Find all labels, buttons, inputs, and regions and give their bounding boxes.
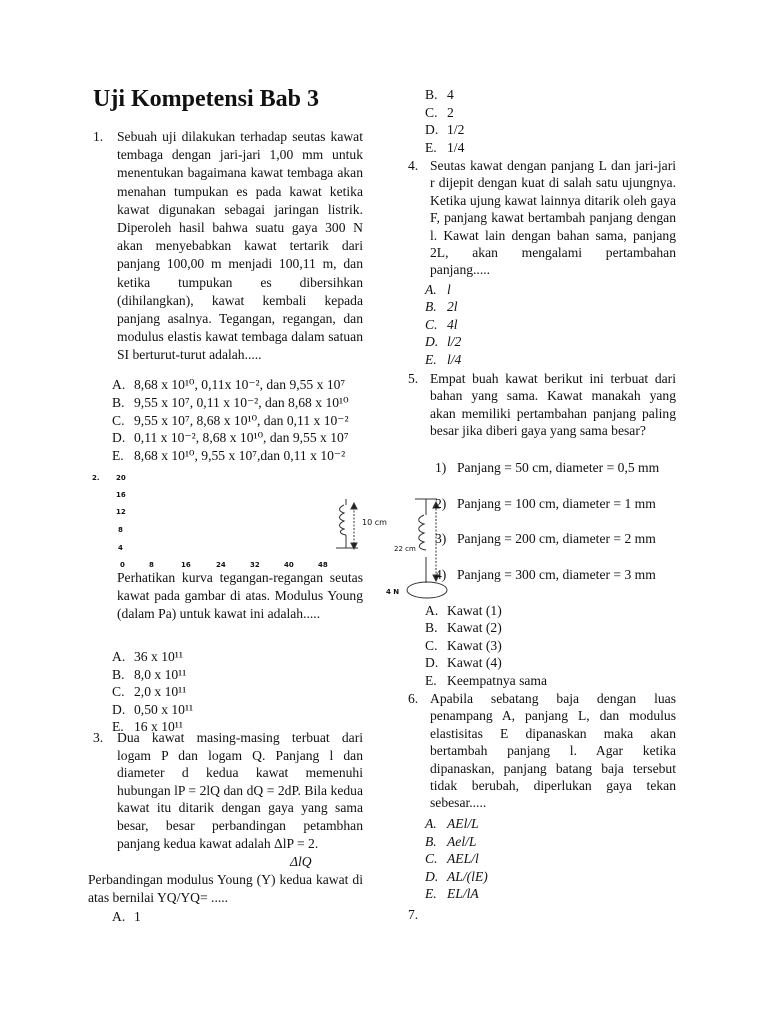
answer-option	[425, 316, 458, 333]
answer-option	[425, 281, 451, 298]
option-text: 1/2	[447, 122, 465, 138]
option-text: 36 x 10¹¹	[134, 649, 183, 664]
option-letter: A.	[112, 909, 126, 924]
option-letter: D.	[425, 655, 439, 671]
x-tick: 48	[318, 561, 328, 569]
answer-option	[425, 104, 454, 121]
answer-option	[425, 333, 461, 350]
answer-option	[112, 701, 193, 718]
option-letter: C.	[112, 684, 125, 700]
option-text: l/2	[447, 334, 462, 350]
list-item-number: 4)	[435, 566, 447, 582]
question-3-fraction-denominator: ΔlQ	[290, 854, 312, 869]
option-letter: D.	[112, 701, 126, 717]
answer-option	[112, 429, 349, 446]
list-item-number: 3)	[435, 531, 447, 547]
option-letter: C.	[112, 412, 125, 428]
x-tick: 0	[120, 561, 125, 569]
option-letter: E.	[425, 351, 437, 367]
y-tick: 20	[116, 474, 126, 482]
list-item-number: 2)	[435, 495, 447, 511]
option-letter: D.	[425, 334, 439, 350]
answer-option	[425, 850, 479, 867]
option-text: 9,55 x 10⁷, 8,68 x 10¹⁰, dan 0,11 x 10⁻²	[134, 412, 349, 428]
option-letter: E.	[112, 719, 124, 735]
option-text: Kawat (1)	[447, 603, 502, 618]
option-letter: D.	[425, 122, 439, 138]
option-text: AEl/L	[447, 816, 479, 831]
option-letter: C.	[425, 637, 438, 653]
question-4-text: Seutas kawat dengan panjang L dan jari-jari r dijepit dengan kuat di salah satu ujungnya. Ketika ujung kawat lainnya ditarik oleh gaya F, panjang kawat bertambah panjang dengan l. Kawat lain dengan bahan sama, panjang 2L, akan mengalami pertambahan panjang.....	[430, 158, 676, 278]
question-7-number: 7.	[408, 907, 419, 922]
answer-option	[425, 602, 502, 619]
answer-option	[112, 683, 186, 700]
list-item: Panjang = 200 cm, diameter = 2 mm	[457, 531, 656, 547]
question-3-text: Dua kawat masing-masing terbuat dari logam P dan logam Q. Panjang l dan diameter d kedua kawat memenuhi hubungan lP = 2lQ dan dQ = 2dP. Bila kedua kawat itu ditarik dengan gaya yang sama besar, besar perbandingan petambhan panjang kedua kawat adalah ΔlP = 2.	[117, 730, 363, 851]
option-text: 1	[134, 909, 141, 924]
question-3-number: 3.	[93, 730, 104, 745]
answer-option	[425, 86, 454, 103]
question-2-number: 2.	[92, 474, 100, 482]
question-5-text: Empat buah kawat berikut ini terbuat dari bahan yang sama. Kawat manakah yang akan memiliki pertambahan panjang paling besar jika diberi gaya yang sama besar?	[430, 371, 676, 439]
question-3-text-2: Perbandingan modulus Young (Y) kedua kawat di atas bernilai YQ/YQ= .....	[88, 872, 363, 905]
x-tick: 8	[149, 561, 154, 569]
option-text: Keempatnya sama	[447, 672, 548, 688]
option-letter: C.	[425, 851, 438, 867]
answer-option	[112, 394, 349, 411]
option-letter: B.	[425, 620, 438, 636]
option-text: Kawat (2)	[447, 620, 502, 636]
option-text: 16 x 10¹¹	[134, 719, 183, 735]
option-text: 1/4	[447, 139, 465, 155]
page-title: Uji Kompetensi Bab 3	[93, 86, 320, 112]
x-tick: 16	[181, 561, 191, 569]
y-tick: 12	[116, 508, 126, 516]
option-letter: D.	[425, 868, 439, 884]
option-text: AL/(lE)	[447, 868, 488, 884]
option-text: 2	[447, 104, 454, 120]
option-letter: B.	[112, 666, 125, 682]
option-text: l	[447, 282, 451, 297]
answer-option	[425, 672, 547, 689]
option-letter: E.	[425, 672, 437, 688]
answer-option	[425, 637, 502, 654]
option-text: 2l	[447, 299, 458, 315]
option-letter: A.	[112, 649, 126, 664]
option-letter: E.	[112, 448, 124, 464]
option-text: 4	[447, 87, 454, 102]
y-tick: 8	[118, 526, 123, 534]
y-tick: 16	[116, 491, 126, 499]
answer-option	[425, 815, 479, 832]
option-text: 8,68 x 10¹⁰, 9,55 x 10⁷,dan 0,11 x 10⁻²	[134, 448, 346, 464]
option-letter: C.	[425, 104, 438, 120]
option-letter: A.	[425, 282, 437, 297]
x-tick: 32	[250, 561, 260, 569]
answer-option	[425, 868, 488, 885]
option-text: 9,55 x 10⁷, 0,11 x 10⁻², dan 8,68 x 10¹⁰	[134, 394, 349, 410]
answer-option	[112, 447, 345, 464]
option-letter: C.	[425, 316, 438, 332]
answer-option	[425, 121, 464, 138]
list-item: Panjang = 50 cm, diameter = 0,5 mm	[457, 460, 660, 475]
answer-option	[425, 139, 464, 156]
answer-option	[112, 376, 345, 393]
option-letter: E.	[425, 139, 437, 155]
question-1-number: 1.	[93, 129, 104, 144]
option-text: l/4	[447, 351, 462, 367]
list-item: Panjang = 300 cm, diameter = 3 mm	[457, 566, 656, 582]
option-letter: A.	[425, 603, 439, 618]
option-text: Kawat (4)	[447, 655, 502, 671]
option-letter: B.	[425, 299, 437, 315]
answer-option	[425, 351, 461, 368]
option-text: Ael/L	[447, 833, 477, 849]
option-letter: A.	[112, 377, 126, 392]
answer-option	[112, 648, 183, 665]
x-tick: 40	[284, 561, 294, 569]
y-tick: 4	[118, 544, 123, 552]
answer-option	[425, 654, 502, 671]
answer-option	[425, 885, 479, 902]
question-1-text: Sebuah uji dilakukan terhadap seutas kawat tembaga dengan jari-jari 1,00 mm untuk menentukan bagaimana kawat tembaga akan menahan tumpukan es pada kawat ketika kawat digunakan sebagai jaringan listrik. Diperoleh hasil bahwa suatu gaya 300 N akan menyebabkan kawat tertarik dari panjang 100,00 m menjadi 100,11 m, dan ketika tumpukan es dibersihkan (dihilangkan), kawat kembali kepada panjang asalnya. Tegangan, regangan, dan modulus elastis kawat tembaga dalam satuan SI berturut-turut adalah.....	[117, 129, 363, 363]
option-text: 8,68 x 10¹⁰, 0,11x 10⁻², dan 9,55 x 10⁷	[134, 377, 346, 392]
answer-option	[425, 619, 502, 636]
option-letter: B.	[112, 394, 125, 410]
answer-option	[112, 908, 141, 925]
question-6-number: 6.	[408, 691, 419, 706]
answer-option	[425, 833, 476, 850]
answer-option	[112, 666, 186, 683]
option-text: 0,50 x 10¹¹	[134, 701, 194, 717]
list-item: Panjang = 100 cm, diameter = 1 mm	[457, 495, 656, 511]
option-letter: B.	[425, 833, 437, 849]
question-4-number: 4.	[408, 158, 419, 173]
question-2-text: Perhatikan kurva tegangan-regangan seutas kawat pada gambar di atas. Modulus Young (dalam Pa) untuk kawat ini adalah.....	[117, 570, 363, 622]
answer-option	[425, 298, 458, 315]
option-letter: B.	[425, 87, 438, 102]
spring-length-label-2: 22 cm	[394, 545, 416, 553]
option-text: 4l	[447, 316, 458, 332]
option-text: AEL/l	[447, 851, 479, 867]
force-label: 4 N	[386, 588, 400, 596]
answer-option	[112, 412, 349, 429]
spring-length-label: 10 cm	[362, 518, 387, 527]
question-5-number: 5.	[408, 371, 419, 386]
option-text: 0,11 x 10⁻², 8,68 x 10¹⁰, dan 9,55 x 10⁷	[134, 430, 349, 446]
list-item-number: 1)	[435, 460, 447, 475]
x-tick: 24	[216, 561, 226, 569]
question-6-text: Apabila sebatang baja dengan luas penampang A, panjang L, dan modulus elastisitas E dipanaskan maka akan bertambah panjang l. Agar ketika dipanaskan, panjang batang baja tersebut tidak berubah, diperlukan gaya tekan sebesar.....	[430, 691, 676, 811]
option-letter: A.	[425, 816, 437, 831]
option-text: Kawat (3)	[447, 637, 502, 653]
option-text: 2,0 x 10¹¹	[134, 684, 187, 700]
option-letter: D.	[112, 430, 126, 446]
option-letter: E.	[425, 886, 437, 902]
option-text: EL/lA	[447, 886, 479, 902]
option-text: 8,0 x 10¹¹	[134, 666, 187, 682]
